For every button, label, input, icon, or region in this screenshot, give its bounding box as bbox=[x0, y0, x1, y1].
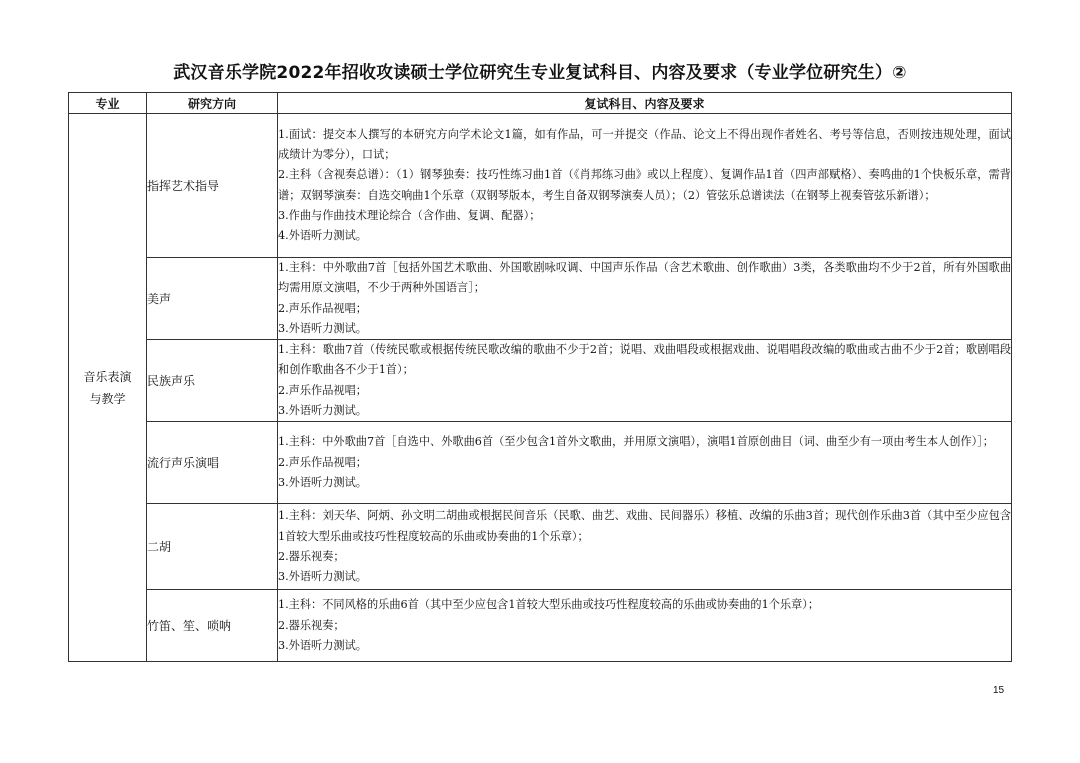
content-cell bbox=[278, 340, 1012, 422]
table-header-row bbox=[69, 93, 1012, 114]
content-line: 1.主科：刘天华、阿炳、孙文明二胡曲或根据民间音乐（民歌、曲艺、戏曲、民间器乐）移植、改编的乐曲3首；现代创作乐曲3首（其中至少应包含1首较大型乐曲或技巧性程度较高的乐曲或协奏曲的1个乐章）； bbox=[278, 509, 1011, 543]
table-row bbox=[69, 422, 1012, 504]
direction-cell: 指挥艺术指导 bbox=[147, 114, 278, 258]
content-line: 1.主科：不同风格的乐曲6首（其中至少应包含1首较大型乐曲或技巧性程度较高的乐曲或协奏曲的1个乐章）； bbox=[278, 598, 820, 612]
content-line: 3.作曲与作曲技术理论综合（含作曲、复调、配器）； bbox=[278, 208, 541, 222]
page-number: 15 bbox=[993, 685, 1005, 696]
header-major: 专业 bbox=[69, 93, 147, 114]
content-line: 2.器乐视奏； bbox=[278, 549, 345, 563]
major-label: 音乐表演与教学 bbox=[83, 369, 132, 406]
table-row bbox=[69, 504, 1012, 590]
content-line: 3.外语听力测试。 bbox=[278, 404, 367, 418]
table-row bbox=[69, 340, 1012, 422]
content-line: 3.外语听力测试。 bbox=[278, 321, 367, 335]
direction-cell: 竹笛、笙、唢呐 bbox=[147, 590, 278, 662]
header-content: 复试科目、内容及要求 bbox=[278, 93, 1012, 114]
content-line: 2.主科（含视奏总谱）：（1）钢琴独奏：技巧性练习曲1首（《肖邦练习曲》或以上程度）、复调作品1首（四声部赋格）、奏鸣曲的1个快板乐章，需背谱；双钢琴演奏：自选交响曲1个乐章（双钢琴版本，考生自备双钢琴演奏人员）；（2）管弦乐总谱读法（在钢琴上视奏管弦乐新谱）； bbox=[278, 168, 1011, 202]
content-line: 3.外语听力测试。 bbox=[278, 570, 367, 584]
table-row bbox=[69, 114, 1012, 258]
content-line: 3.外语听力测试。 bbox=[278, 639, 367, 653]
content-line: 3.外语听力测试。 bbox=[278, 476, 367, 490]
content-cell bbox=[278, 114, 1012, 258]
direction-cell: 美声 bbox=[147, 258, 278, 340]
content-line: 1.主科：中外歌曲7首［包括外国艺术歌曲、外国歌剧咏叹调、中国声乐作品（含艺术歌曲、创作歌曲）3类，各类歌曲均不少于2首，所有外国歌曲均需用原文演唱，不少于两种外国语言］； bbox=[278, 261, 1012, 295]
content-cell bbox=[278, 590, 1012, 662]
direction-cell: 民族声乐 bbox=[147, 340, 278, 422]
page-title: 武汉音乐学院2022年招收攻读硕士学位研究生专业复试科目、内容及要求（专业学位研究生）② bbox=[173, 63, 907, 83]
content-line: 2.声乐作品视唱； bbox=[278, 301, 367, 315]
content-line: 2.器乐视奏； bbox=[278, 618, 345, 632]
content-cell bbox=[278, 258, 1012, 340]
direction-cell: 流行声乐演唱 bbox=[147, 422, 278, 504]
direction-cell: 二胡 bbox=[147, 504, 278, 590]
content-cell bbox=[278, 422, 1012, 504]
table-row bbox=[69, 590, 1012, 662]
content-line: 1.面试：提交本人撰写的本研究方向学术论文1篇，如有作品，可一并提交（作品、论文上不得出现作者姓名、考号等信息，否则按违规处理，面试成绩计为零分），口试； bbox=[278, 127, 1011, 161]
content-line: 1.主科：中外歌曲7首［自选中、外歌曲6首（至少包含1首外文歌曲，并用原文演唱），演唱1首原创曲目（词、曲至少有一项由考生本人创作）］； bbox=[278, 435, 994, 449]
major-cell bbox=[69, 114, 147, 662]
content-line: 2.声乐作品视唱； bbox=[278, 383, 367, 397]
requirements-table bbox=[68, 92, 1012, 662]
table-row bbox=[69, 258, 1012, 340]
content-line: 4.外语听力测试。 bbox=[278, 229, 367, 243]
content-cell bbox=[278, 504, 1012, 590]
header-direction: 研究方向 bbox=[147, 93, 278, 114]
content-line: 1.主科：歌曲7首（传统民歌或根据传统民歌改编的歌曲不少于2首；说唱、戏曲唱段或根据戏曲、说唱唱段改编的歌曲或古曲不少于2首；歌剧唱段和创作歌曲各不少于1首）； bbox=[278, 343, 1012, 377]
content-line: 2.声乐作品视唱； bbox=[278, 455, 367, 469]
